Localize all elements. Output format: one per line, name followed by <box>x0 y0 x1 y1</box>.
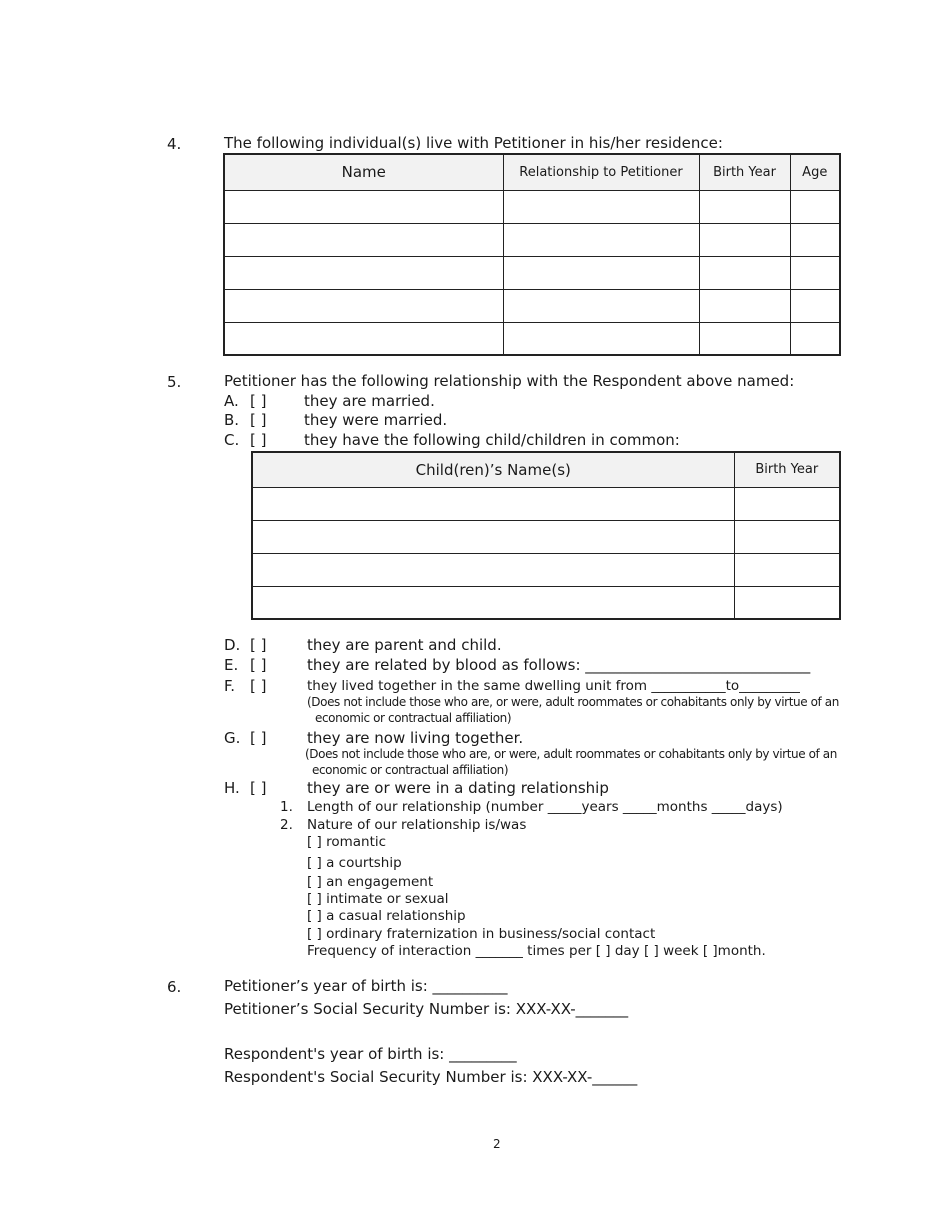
option-d-letter: D. <box>224 636 241 654</box>
respondent-ssn: Respondent's Social Security Number is: XXX-XX-______ <box>224 1068 638 1086</box>
section-6-number: 6. <box>167 978 182 996</box>
page-number: 2 <box>493 1137 501 1151</box>
option-e-letter: E. <box>224 656 239 674</box>
option-c-letter: C. <box>224 431 240 449</box>
table-row <box>224 190 840 223</box>
child-name-cell[interactable] <box>252 487 734 520</box>
option-h-text: they are or were in a dating relationship <box>307 779 609 797</box>
name-cell[interactable] <box>224 223 503 256</box>
option-d-text: they are parent and child. <box>307 636 502 654</box>
birth-year-cell[interactable] <box>699 223 790 256</box>
relationship-cell[interactable] <box>503 223 699 256</box>
name-cell[interactable] <box>224 322 503 355</box>
option-intimate[interactable]: [ ] intimate or sexual <box>307 891 449 907</box>
col-age: Age <box>790 154 840 190</box>
option-b-text: they were married. <box>304 411 448 429</box>
option-f-note-line2: economic or contractual affiliation) <box>315 711 512 725</box>
child-birth-year-cell[interactable] <box>734 586 840 619</box>
option-h-checkbox[interactable]: [ ] <box>250 779 267 797</box>
option-e-checkbox[interactable]: [ ] <box>250 656 267 674</box>
option-c-text: they have the following child/children in common: <box>304 431 680 449</box>
h2-relationship-nature: Nature of our relationship is/was <box>307 817 527 833</box>
child-name-cell[interactable] <box>252 586 734 619</box>
table-row <box>252 487 840 520</box>
option-e-text: they are related by blood as follows: ______________________________ <box>307 656 811 674</box>
option-g-checkbox[interactable]: [ ] <box>250 729 267 747</box>
age-cell[interactable] <box>790 289 840 322</box>
relationship-cell[interactable] <box>503 289 699 322</box>
option-d-checkbox[interactable]: [ ] <box>250 636 267 654</box>
option-fraternization[interactable]: [ ] ordinary fraternization in business/social contact <box>307 926 656 942</box>
age-cell[interactable] <box>790 322 840 355</box>
option-a-text: they are married. <box>304 392 435 410</box>
name-cell[interactable] <box>224 289 503 322</box>
option-h-letter: H. <box>224 779 240 797</box>
h2-number: 2. <box>280 817 293 833</box>
table-row <box>224 289 840 322</box>
option-g-text: they are now living together. <box>307 729 524 747</box>
col-birth-year: Birth Year <box>699 154 790 190</box>
table-row <box>252 520 840 553</box>
option-f-text: they lived together in the same dwelling unit from ___________to_________ <box>307 678 800 694</box>
respondent-birth-year: Respondent's year of birth is: _________ <box>224 1045 517 1063</box>
relationship-cell[interactable] <box>503 256 699 289</box>
child-name-cell[interactable] <box>252 520 734 553</box>
option-b-letter: B. <box>224 411 240 429</box>
frequency-of-interaction: Frequency of interaction _______ times per [ ] day [ ] week [ ]month. <box>307 943 766 959</box>
child-birth-year-cell[interactable] <box>734 487 840 520</box>
child-birth-year-cell[interactable] <box>734 553 840 586</box>
table-row <box>224 322 840 355</box>
name-cell[interactable] <box>224 256 503 289</box>
table-row <box>252 586 840 619</box>
age-cell[interactable] <box>790 190 840 223</box>
name-cell[interactable] <box>224 190 503 223</box>
section-5-number: 5. <box>167 373 182 391</box>
birth-year-cell[interactable] <box>699 289 790 322</box>
child-name-cell[interactable] <box>252 553 734 586</box>
age-cell[interactable] <box>790 223 840 256</box>
col-child-name: Child(ren)’s Name(s) <box>252 452 734 487</box>
table-header-row <box>252 452 840 487</box>
col-child-birth-year: Birth Year <box>734 452 840 487</box>
birth-year-cell[interactable] <box>699 256 790 289</box>
section-4-intro: The following individual(s) live with Petitioner in his/her residence: <box>224 134 723 152</box>
petitioner-ssn: Petitioner’s Social Security Number is: XXX-XX-_______ <box>224 1000 629 1018</box>
option-g-note-line1: (Does not include those who are, or were, adult roommates or cohabitants only by virtue of an <box>305 747 837 761</box>
table-row <box>224 256 840 289</box>
children-table <box>251 451 841 620</box>
age-cell[interactable] <box>790 256 840 289</box>
col-name: Name <box>224 154 503 190</box>
h1-relationship-length: Length of our relationship (number _____years _____months _____days) <box>307 799 783 815</box>
birth-year-cell[interactable] <box>699 322 790 355</box>
section-4-number: 4. <box>167 135 182 153</box>
relationship-cell[interactable] <box>503 322 699 355</box>
option-a-checkbox[interactable]: [ ] <box>250 392 267 410</box>
section-5-intro: Petitioner has the following relationship with the Respondent above named: <box>224 372 795 390</box>
option-courtship[interactable]: [ ] a courtship <box>307 855 402 871</box>
relationship-cell[interactable] <box>503 190 699 223</box>
birth-year-cell[interactable] <box>699 190 790 223</box>
table-header-row <box>224 154 840 190</box>
option-g-note-line2: economic or contractual affiliation) <box>312 763 509 777</box>
option-c-checkbox[interactable]: [ ] <box>250 431 267 449</box>
table-row <box>224 223 840 256</box>
table-row <box>252 553 840 586</box>
option-g-letter: G. <box>224 729 241 747</box>
option-b-checkbox[interactable]: [ ] <box>250 411 267 429</box>
option-casual[interactable]: [ ] a casual relationship <box>307 908 466 924</box>
option-a-letter: A. <box>224 392 239 410</box>
option-romantic[interactable]: [ ] romantic <box>307 834 387 850</box>
h1-number: 1. <box>280 799 293 815</box>
col-relationship: Relationship to Petitioner <box>503 154 699 190</box>
option-f-checkbox[interactable]: [ ] <box>250 677 267 695</box>
option-f-letter: F. <box>224 677 235 695</box>
option-engagement[interactable]: [ ] an engagement <box>307 874 434 890</box>
petitioner-birth-year: Petitioner’s year of birth is: __________ <box>224 977 508 995</box>
child-birth-year-cell[interactable] <box>734 520 840 553</box>
option-f-note-line1: (Does not include those who are, or were, adult roommates or cohabitants only by virtue of an <box>307 695 839 709</box>
household-members-table <box>223 153 841 356</box>
